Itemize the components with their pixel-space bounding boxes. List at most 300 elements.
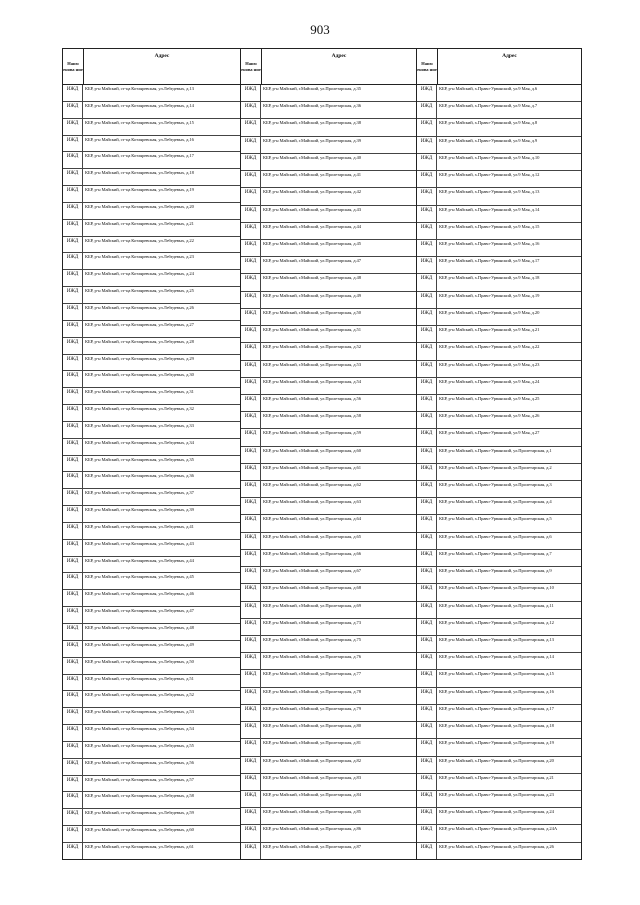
- column-rows: [241, 85, 416, 859]
- row-type: ИЖД: [63, 321, 83, 337]
- header-address: Адрес: [331, 53, 347, 59]
- row-address: КБР, р-н Майский, г.Майский, ул.Пролетарская, д.65: [263, 533, 361, 539]
- row-type: ИЖД: [417, 808, 437, 824]
- table-row: [63, 792, 240, 809]
- row-address: КБР, р-н Майский, ст-ца Котляревская, ул.Лебедевых, д.60: [85, 827, 194, 833]
- row-type: ИЖД: [417, 533, 437, 549]
- table-row: [417, 515, 581, 532]
- row-address: КБР, р-н Майский, х.Право-Урванский, ул.9 Мая, д.23: [439, 361, 540, 367]
- row-address: КБР, р-н Майский, х.Право-Урванский, ул.Пролетарская, д.9: [439, 568, 552, 574]
- table-row: [241, 240, 416, 257]
- row-address: КБР, р-н Майский, х.Право-Урванский, ул.9 Мая, д.27: [439, 430, 540, 436]
- row-address: КБР, р-н Майский, г.Майский, ул.Пролетарская, д.77: [263, 671, 361, 677]
- page-number: 903: [310, 22, 330, 37]
- row-address: КБР, р-н Майский, ст-ца Котляревская, ул.Лебедевых, д.45: [85, 574, 194, 580]
- row-address: КБР, р-н Майский, х.Право-Урванский, ул.9 Мая, д.14: [439, 206, 540, 212]
- table-row: [417, 636, 581, 653]
- row-address: КБР, р-н Майский, г.Майский, ул.Пролетарская, д.87: [263, 843, 361, 849]
- row-type: ИЖД: [417, 602, 437, 618]
- table-row: [417, 550, 581, 567]
- row-address: КБР, р-н Майский, г.Майский, ул.Пролетарская, д.78: [263, 688, 361, 694]
- row-type: ИЖД: [241, 688, 261, 704]
- row-address: КБР, р-н Майский, ст-ца Котляревская, ул.Лебедевых, д.51: [85, 675, 194, 681]
- row-type: ИЖД: [63, 270, 83, 286]
- row-type: ИЖД: [241, 533, 261, 549]
- row-type: ИЖД: [417, 154, 437, 170]
- row-type: ИЖД: [241, 154, 261, 170]
- row-address: КБР, р-н Майский, г.Майский, ул.Пролетарская, д.52: [263, 344, 361, 350]
- row-address: КБР, р-н Майский, х.Право-Урванский, ул.9 Мая, д.20: [439, 309, 540, 315]
- row-type: ИЖД: [63, 304, 83, 320]
- table-row: [63, 725, 240, 742]
- column-header: [241, 49, 416, 85]
- row-address: КБР, р-н Майский, ст-ца Котляревская, ул.Лебедевых, д.28: [85, 338, 194, 344]
- row-address: КБР, р-н Майский, ст-ца Котляревская, ул.Лебедевых, д.58: [85, 793, 194, 799]
- table-row: [417, 412, 581, 429]
- row-address: КБР, р-н Майский, ст-ца Котляревская, ул.Лебедевых, д.15: [85, 119, 194, 125]
- row-address: КБР, р-н Майский, г.Майский, ул.Пролетарская, д.49: [263, 292, 361, 298]
- row-address: КБР, р-н Майский, ст-ца Котляревская, ул.Лебедевых, д.41: [85, 523, 194, 529]
- table-row: [241, 670, 416, 687]
- table-row: [241, 395, 416, 412]
- row-type: ИЖД: [241, 722, 261, 738]
- row-address: КБР, р-н Майский, х.Право-Урванский, ул.Пролетарская, д.24А: [439, 826, 558, 832]
- table-row: [417, 722, 581, 739]
- row-address: КБР, р-н Майский, г.Майский, ул.Пролетарская, д.35: [263, 86, 361, 91]
- row-address: КБР, р-н Майский, г.Майский, ул.Пролетарская, д.75: [263, 637, 361, 642]
- table-row: [417, 567, 581, 584]
- row-type: ИЖД: [63, 405, 83, 421]
- row-address: КБР, р-н Майский, г.Майский, ул.Пролетарская, д.42: [263, 189, 361, 195]
- table-row: [241, 825, 416, 842]
- row-address: КБР, р-н Майский, ст-ца Котляревская, ул.Лебедевых, д.22: [85, 237, 194, 243]
- table-row: [241, 808, 416, 825]
- row-address: КБР, р-н Майский, г.Майский, ул.Пролетарская, д.60: [263, 447, 361, 453]
- row-type: ИЖД: [417, 292, 437, 308]
- row-type: ИЖД: [417, 550, 437, 566]
- row-address: КБР, р-н Майский, х.Право-Урванский, ул.Пролетарская, д.15: [439, 671, 554, 677]
- row-address: КБР, р-н Майский, х.Право-Урванский, ул.Пролетарская, д.17: [439, 705, 554, 711]
- row-address: КБР, р-н Майский, г.Майский, ул.Пролетарская, д.84: [263, 791, 361, 797]
- row-type: ИЖД: [241, 85, 261, 101]
- row-type: ИЖД: [63, 843, 83, 859]
- table-row: [241, 361, 416, 378]
- table-row: [63, 590, 240, 607]
- row-type: ИЖД: [241, 274, 261, 290]
- row-address: КБР, р-н Майский, х.Право-Урванский, ул.Пролетарская, д.13: [439, 637, 554, 642]
- row-type: ИЖД: [63, 119, 83, 135]
- row-type: ИЖД: [63, 809, 83, 825]
- row-type: ИЖД: [417, 395, 437, 411]
- table-row: [63, 489, 240, 506]
- row-type: ИЖД: [417, 791, 437, 807]
- table-row: [417, 274, 581, 291]
- table-row: [241, 791, 416, 808]
- row-type: ИЖД: [63, 742, 83, 758]
- row-type: ИЖД: [417, 688, 437, 704]
- header-address: Адрес: [154, 53, 170, 59]
- row-type: ИЖД: [417, 343, 437, 359]
- table-row: [417, 137, 581, 154]
- row-address: КБР, р-н Майский, х.Право-Урванский, ул.9 Мая, д.12: [439, 172, 540, 178]
- row-type: ИЖД: [417, 481, 437, 497]
- row-address: КБР, р-н Майский, ст-ца Котляревская, ул.Лебедевых, д.59: [85, 810, 194, 816]
- row-type: ИЖД: [241, 791, 261, 807]
- table-row: [417, 119, 581, 136]
- row-type: ИЖД: [417, 188, 437, 204]
- row-type: ИЖД: [417, 515, 437, 531]
- table-row: [417, 188, 581, 205]
- table-row: [241, 533, 416, 550]
- row-type: ИЖД: [63, 708, 83, 724]
- row-address: КБР, р-н Майский, ст-ца Котляревская, ул.Лебедевых, д.24: [85, 271, 194, 277]
- row-type: ИЖД: [63, 136, 83, 152]
- row-address: КБР, р-н Майский, г.Майский, ул.Пролетарская, д.63: [263, 499, 361, 505]
- table-row: [241, 257, 416, 274]
- table-row: [63, 658, 240, 675]
- table-row: [63, 776, 240, 793]
- row-type: ИЖД: [417, 670, 437, 686]
- table-row: [63, 506, 240, 523]
- row-address: КБР, р-н Майский, ст-ца Котляревская, ул.Лебедевых, д.54: [85, 726, 194, 732]
- table-row: [417, 206, 581, 223]
- column-header: [63, 49, 240, 85]
- table-row: [63, 237, 240, 254]
- row-address: КБР, р-н Майский, х.Право-Урванский, ул.Пролетарская, д.7: [439, 550, 552, 556]
- row-address: КБР, р-н Майский, ст-ца Котляревская, ул.Лебедевых, д.44: [85, 557, 194, 563]
- row-type: ИЖД: [417, 636, 437, 652]
- row-type: ИЖД: [241, 257, 261, 273]
- table-row: [241, 636, 416, 653]
- row-address: КБР, р-н Майский, г.Майский, ул.Пролетарская, д.85: [263, 809, 361, 815]
- table-row: [241, 653, 416, 670]
- row-type: ИЖД: [63, 456, 83, 472]
- row-type: ИЖД: [417, 619, 437, 635]
- row-type: ИЖД: [241, 188, 261, 204]
- table-row: [63, 439, 240, 456]
- row-address: КБР, р-н Майский, ст-ца Котляревская, ул.Лебедевых, д.34: [85, 439, 194, 445]
- row-address: КБР, р-н Майский, х.Право-Урванский, ул.9 Мая, д.9: [439, 137, 538, 143]
- row-address: КБР, р-н Майский, ст-ца Котляревская, ул.Лебедевых, д.52: [85, 692, 194, 698]
- table-row: [241, 619, 416, 636]
- table-row: [63, 675, 240, 692]
- table-row: [241, 171, 416, 188]
- row-address: КБР, р-н Майский, х.Право-Урванский, ул.Пролетарская, д.12: [439, 619, 554, 625]
- row-type: ИЖД: [417, 137, 437, 153]
- table-row: [63, 809, 240, 826]
- row-type: ИЖД: [417, 739, 437, 755]
- table-row: [241, 292, 416, 309]
- row-type: ИЖД: [241, 550, 261, 566]
- row-address: КБР, р-н Майский, ст-ца Котляревская, ул.Лебедевых, д.50: [85, 658, 194, 664]
- table-row: [63, 456, 240, 473]
- row-type: ИЖД: [63, 776, 83, 792]
- row-type: ИЖД: [63, 237, 83, 253]
- table-row: [241, 722, 416, 739]
- row-type: ИЖД: [417, 171, 437, 187]
- table-row: [241, 119, 416, 136]
- row-type: ИЖД: [417, 757, 437, 773]
- table-row: [241, 447, 416, 464]
- row-address: КБР, р-н Майский, г.Майский, ул.Пролетарская, д.82: [263, 757, 361, 763]
- table-row: [63, 843, 240, 859]
- row-type: ИЖД: [241, 498, 261, 514]
- row-address: КБР, р-н Майский, ст-ца Котляревская, ул.Лебедевых, д.26: [85, 304, 194, 310]
- row-address: КБР, р-н Майский, х.Право-Урванский, ул.9 Мая, д.26: [439, 413, 540, 419]
- row-address: КБР, р-н Майский, х.Право-Урванский, ул.9 Мая, д.18: [439, 275, 540, 281]
- row-type: ИЖД: [417, 257, 437, 273]
- row-address: КБР, р-н Майский, г.Майский, ул.Пролетарская, д.68: [263, 585, 361, 591]
- row-address: КБР, р-н Майский, г.Майский, ул.Пролетарская, д.48: [263, 275, 361, 281]
- row-address: КБР, р-н Майский, х.Право-Урванский, ул.Пролетарская, д.4: [439, 499, 552, 505]
- table-row: [63, 371, 240, 388]
- row-type: ИЖД: [63, 152, 83, 168]
- row-type: ИЖД: [63, 759, 83, 775]
- row-type: ИЖД: [241, 223, 261, 239]
- row-address: КБР, р-н Майский, х.Право-Урванский, ул.Пролетарская, д.20: [439, 757, 554, 763]
- table-row: [241, 412, 416, 429]
- row-address: КБР, р-н Майский, ст-ца Котляревская, ул.Лебедевых, д.16: [85, 136, 194, 142]
- header-type: Наим енова ние: [241, 49, 262, 84]
- row-address: КБР, р-н Майский, х.Право-Урванский, ул.Пролетарская, д.21: [439, 774, 554, 780]
- address-table: [62, 48, 582, 860]
- table-row: [241, 739, 416, 756]
- row-type: ИЖД: [63, 658, 83, 674]
- table-row: [241, 602, 416, 619]
- table-row: [63, 759, 240, 776]
- row-type: ИЖД: [63, 523, 83, 539]
- row-type: ИЖД: [241, 395, 261, 411]
- table-row: [241, 515, 416, 532]
- row-address: КБР, р-н Майский, х.Право-Урванский, ул.9 Мая, д.6: [439, 86, 538, 91]
- row-address: КБР, р-н Майский, г.Майский, ул.Пролетарская, д.56: [263, 395, 361, 401]
- row-type: ИЖД: [63, 371, 83, 387]
- row-address: КБР, р-н Майский, ст-ца Котляревская, ул.Лебедевых, д.37: [85, 490, 194, 496]
- row-type: ИЖД: [417, 567, 437, 583]
- table-row: [417, 670, 581, 687]
- table-row: [63, 472, 240, 489]
- row-address: КБР, р-н Майский, г.Майский, ул.Пролетарская, д.45: [263, 240, 361, 246]
- row-address: КБР, р-н Майский, г.Майский, ул.Пролетарская, д.38: [263, 120, 361, 126]
- row-address: КБР, р-н Майский, х.Право-Урванский, ул.9 Мая, д.25: [439, 395, 540, 401]
- row-type: ИЖД: [241, 240, 261, 256]
- row-type: ИЖД: [63, 675, 83, 691]
- table-row: [417, 688, 581, 705]
- table-row: [417, 361, 581, 378]
- table-row: [241, 137, 416, 154]
- table-row: [417, 429, 581, 446]
- row-address: КБР, р-н Майский, г.Майский, ул.Пролетарская, д.80: [263, 723, 361, 729]
- row-type: ИЖД: [241, 343, 261, 359]
- row-type: ИЖД: [63, 287, 83, 303]
- row-type: ИЖД: [241, 705, 261, 721]
- row-type: ИЖД: [63, 607, 83, 623]
- row-address: КБР, р-н Майский, х.Право-Урванский, ул.Пролетарская, д.16: [439, 688, 554, 694]
- row-type: ИЖД: [63, 691, 83, 707]
- row-address: КБР, р-н Майский, х.Право-Урванский, ул.Пролетарская, д.26: [439, 843, 554, 849]
- table-row: [63, 287, 240, 304]
- row-type: ИЖД: [63, 388, 83, 404]
- table-row: [417, 843, 581, 859]
- row-type: ИЖД: [241, 326, 261, 342]
- row-address: КБР, р-н Майский, ст-ца Котляревская, ул.Лебедевых, д.56: [85, 759, 194, 765]
- row-type: ИЖД: [417, 447, 437, 463]
- row-type: ИЖД: [241, 378, 261, 394]
- row-type: ИЖД: [417, 722, 437, 738]
- table-row: [417, 619, 581, 636]
- row-type: ИЖД: [63, 573, 83, 589]
- row-address: КБР, р-н Майский, х.Право-Урванский, ул.9 Мая, д.15: [439, 223, 540, 229]
- row-address: КБР, р-н Майский, ст-ца Котляревская, ул.Лебедевых, д.14: [85, 102, 194, 108]
- row-address: КБР, р-н Майский, ст-ца Котляревская, ул.Лебедевых, д.61: [85, 843, 194, 849]
- row-type: ИЖД: [241, 843, 261, 859]
- table-row: [417, 292, 581, 309]
- row-type: ИЖД: [63, 203, 83, 219]
- row-type: ИЖД: [417, 653, 437, 669]
- table-row: [63, 708, 240, 725]
- table-row: [241, 154, 416, 171]
- row-type: ИЖД: [417, 119, 437, 135]
- row-type: ИЖД: [241, 757, 261, 773]
- row-address: КБР, р-н Майский, х.Право-Урванский, ул.9 Мая, д.8: [439, 120, 538, 126]
- table-row: [417, 825, 581, 842]
- table-column-2: [241, 49, 417, 859]
- row-type: ИЖД: [241, 584, 261, 600]
- row-address: КБР, р-н Майский, ст-ца Котляревская, ул.Лебедевых, д.49: [85, 641, 194, 647]
- row-address: КБР, р-н Майский, ст-ца Котляревская, ул.Лебедевых, д.13: [85, 86, 194, 91]
- table-row: [63, 557, 240, 574]
- row-type: ИЖД: [63, 422, 83, 438]
- row-address: КБР, р-н Майский, х.Право-Урванский, ул.9 Мая, д.7: [439, 103, 538, 109]
- row-type: ИЖД: [241, 774, 261, 790]
- row-type: ИЖД: [241, 825, 261, 841]
- table-row: [241, 774, 416, 791]
- table-row: [241, 843, 416, 859]
- row-address: КБР, р-н Майский, ст-ца Котляревская, ул.Лебедевых, д.35: [85, 456, 194, 462]
- row-address: КБР, р-н Майский, х.Право-Урванский, ул.Пролетарская, д.10: [439, 585, 554, 591]
- row-address: КБР, р-н Майский, х.Право-Урванский, ул.Пролетарская, д.11: [439, 602, 554, 608]
- table-row: [63, 270, 240, 287]
- row-type: ИЖД: [241, 670, 261, 686]
- row-type: ИЖД: [241, 739, 261, 755]
- row-address: КБР, р-н Майский, г.Майский, ул.Пролетарская, д.62: [263, 482, 361, 488]
- table-row: [417, 602, 581, 619]
- table-row: [63, 119, 240, 136]
- row-address: КБР, р-н Майский, х.Право-Урванский, ул.9 Мая, д.13: [439, 189, 540, 195]
- row-address: КБР, р-н Майский, ст-ца Котляревская, ул.Лебедевых, д.23: [85, 254, 194, 260]
- row-type: ИЖД: [241, 619, 261, 635]
- table-row: [63, 422, 240, 439]
- table-row: [63, 355, 240, 372]
- table-row: [63, 152, 240, 169]
- row-address: КБР, р-н Майский, х.Право-Урванский, ул.9 Мая, д.16: [439, 240, 540, 246]
- row-address: КБР, р-н Майский, ст-ца Котляревская, ул.Лебедевых, д.21: [85, 220, 194, 226]
- table-row: [63, 220, 240, 237]
- row-type: ИЖД: [241, 808, 261, 824]
- row-address: КБР, р-н Майский, х.Право-Урванский, ул.Пролетарская, д.6: [439, 533, 552, 539]
- row-type: ИЖД: [417, 206, 437, 222]
- row-address: КБР, р-н Майский, г.Майский, ул.Пролетарская, д.47: [263, 258, 361, 264]
- row-address: КБР, р-н Майский, ст-ца Котляревская, ул.Лебедевых, д.57: [85, 776, 194, 782]
- row-type: ИЖД: [417, 309, 437, 325]
- header-address: Адрес: [502, 53, 517, 59]
- row-type: ИЖД: [417, 326, 437, 342]
- table-row: [417, 257, 581, 274]
- row-address: КБР, р-н Майский, ст-ца Котляревская, ул.Лебедевых, д.25: [85, 288, 194, 294]
- table-row: [241, 309, 416, 326]
- table-row: [417, 584, 581, 601]
- row-type: ИЖД: [417, 223, 437, 239]
- row-address: КБР, р-н Майский, г.Майский, ул.Пролетарская, д.53: [263, 361, 361, 367]
- row-address: КБР, р-н Майский, х.Право-Урванский, ул.Пролетарская, д.1: [439, 447, 552, 453]
- row-address: КБР, р-н Майский, х.Право-Урванский, ул.9 Мая, д.24: [439, 378, 540, 384]
- table-row: [241, 481, 416, 498]
- row-address: КБР, р-н Майский, х.Право-Урванский, ул.Пролетарская, д.2: [439, 464, 552, 470]
- table-row: [63, 624, 240, 641]
- column-rows: [417, 85, 581, 859]
- row-type: ИЖД: [417, 584, 437, 600]
- row-address: КБР, р-н Майский, ст-ца Котляревская, ул.Лебедевых, д.47: [85, 608, 194, 614]
- row-type: ИЖД: [63, 624, 83, 640]
- row-type: ИЖД: [63, 792, 83, 808]
- row-address: КБР, р-н Майский, г.Майский, ул.Пролетарская, д.50: [263, 309, 361, 315]
- table-row: [63, 826, 240, 843]
- row-type: ИЖД: [417, 498, 437, 514]
- table-row: [417, 447, 581, 464]
- row-type: ИЖД: [63, 186, 83, 202]
- row-address: КБР, р-н Майский, ст-ца Котляревская, ул.Лебедевых, д.17: [85, 153, 194, 159]
- row-address: КБР, р-н Майский, х.Право-Урванский, ул.Пролетарская, д.5: [439, 516, 552, 522]
- table-row: [417, 171, 581, 188]
- table-row: [63, 742, 240, 759]
- table-row: [417, 343, 581, 360]
- row-address: КБР, р-н Майский, г.Майский, ул.Пролетарская, д.69: [263, 602, 361, 608]
- row-address: КБР, р-н Майский, г.Майский, ул.Пролетарская, д.64: [263, 516, 361, 522]
- table-row: [417, 705, 581, 722]
- row-type: ИЖД: [417, 361, 437, 377]
- table-row: [417, 653, 581, 670]
- row-address: КБР, р-н Майский, х.Право-Урванский, ул.9 Мая, д.21: [439, 327, 540, 333]
- table-row: [241, 85, 416, 102]
- row-address: КБР, р-н Майский, х.Право-Урванский, ул.Пролетарская, д.3: [439, 482, 552, 488]
- table-row: [241, 188, 416, 205]
- row-address: КБР, р-н Майский, х.Право-Урванский, ул.9 Мая, д.19: [439, 292, 540, 298]
- table-row: [63, 85, 240, 102]
- table-row: [63, 691, 240, 708]
- table-row: [417, 791, 581, 808]
- row-type: ИЖД: [63, 85, 83, 101]
- row-address: КБР, р-н Майский, х.Право-Урванский, ул.9 Мая, д.10: [439, 154, 540, 160]
- row-type: ИЖД: [241, 309, 261, 325]
- row-address: КБР, р-н Майский, х.Право-Урванский, ул.9 Мая, д.22: [439, 344, 540, 350]
- table-row: [417, 154, 581, 171]
- row-type: ИЖД: [241, 361, 261, 377]
- table-row: [417, 498, 581, 515]
- row-type: ИЖД: [417, 464, 437, 480]
- table-row: [63, 388, 240, 405]
- row-type: ИЖД: [417, 774, 437, 790]
- row-type: ИЖД: [241, 481, 261, 497]
- row-type: ИЖД: [417, 378, 437, 394]
- row-type: ИЖД: [63, 540, 83, 556]
- row-type: ИЖД: [417, 429, 437, 445]
- row-address: КБР, р-н Майский, ст-ца Котляревская, ул.Лебедевых, д.46: [85, 591, 194, 597]
- table-row: [417, 533, 581, 550]
- table-row: [241, 498, 416, 515]
- row-address: КБР, р-н Майский, х.Право-Урванский, ул.Пролетарская, д.18: [439, 723, 554, 729]
- row-address: КБР, р-н Майский, ст-ца Котляревская, ул.Лебедевых, д.43: [85, 540, 194, 546]
- row-address: КБР, р-н Майский, ст-ца Котляревская, ул.Лебедевых, д.39: [85, 507, 194, 513]
